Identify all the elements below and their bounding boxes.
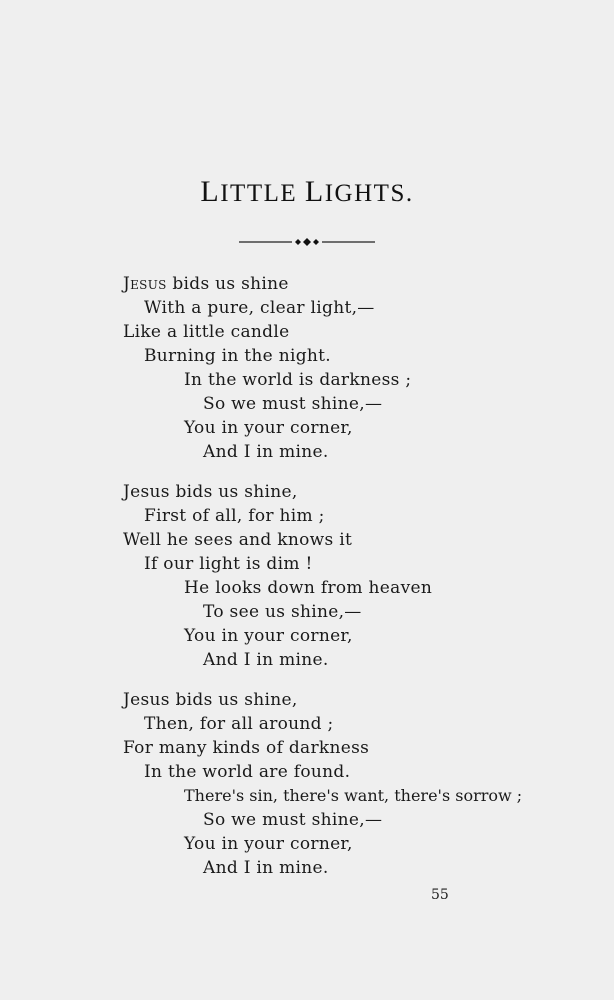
stanza-3-line-4: In the world are found. <box>144 762 351 782</box>
stanza-1-lead-word: Jesus <box>123 274 167 294</box>
stanza-2-line-8: And I in mine. <box>203 650 329 670</box>
stanza-3-line-2: Then, for all around ; <box>144 714 334 734</box>
stanza-1-line-2: With a pure, clear light,— <box>144 298 375 318</box>
stanza-2-line-3: Well he sees and knows it <box>123 530 353 550</box>
title-word-2-rest: IGHTS. <box>324 180 414 207</box>
stanza-1-line-1-text: bids us shine <box>166 274 289 294</box>
title-initial-2: L <box>304 175 325 208</box>
stanza-1-line-8: And I in mine. <box>203 442 329 462</box>
title-word-1-rest: ITTLE <box>220 180 298 207</box>
title-ornament <box>0 236 614 248</box>
stanza-3-line-1: Jesus bids us shine, <box>123 690 298 710</box>
stanza-3-line-7: You in your corner, <box>184 834 353 854</box>
stanza-1-line-4: Burning in the night. <box>144 346 331 366</box>
page-number: 55 <box>431 887 449 903</box>
stanza-2-line-7: You in your corner, <box>184 626 353 646</box>
stanza-2-line-5: He looks down from heaven <box>184 578 433 598</box>
divider-ornament-icon <box>237 236 377 248</box>
stanza-1-line-3: Like a little candle <box>123 322 290 342</box>
stanza-2-line-4: If our light is dim ! <box>144 554 313 574</box>
stanza-2-line-1: Jesus bids us shine, <box>123 482 298 502</box>
stanza-1-line-1 <box>123 272 289 296</box>
stanza-1-line-7: You in your corner, <box>184 418 353 438</box>
poem-title <box>0 175 614 209</box>
stanza-3-line-3: For many kinds of darkness <box>123 738 370 758</box>
stanza-3-line-6: So we must shine,— <box>203 810 383 830</box>
stanza-2-line-6: To see us shine,— <box>203 602 362 622</box>
stanza-2-line-2: First of all, for him ; <box>144 506 325 526</box>
stanza-3-line-5: There's sin, there's want, there's sorrow ; <box>184 786 523 805</box>
stanza-1-line-6: So we must shine,— <box>203 394 383 414</box>
stanza-1-line-5: In the world is darkness ; <box>184 370 412 390</box>
stanza-3-line-8: And I in mine. <box>203 858 329 878</box>
title-initial-1: L <box>200 175 221 208</box>
